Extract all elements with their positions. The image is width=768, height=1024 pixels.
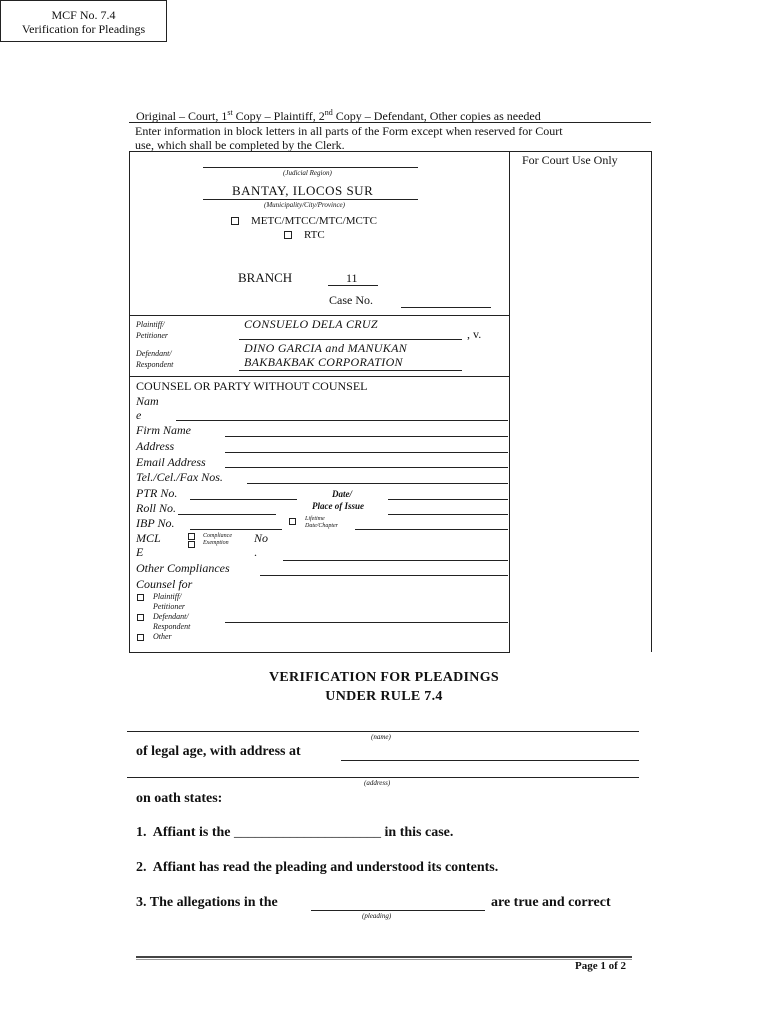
- address-label: Address: [136, 439, 175, 453]
- compliance-text: Compliance: [203, 533, 232, 539]
- cf-defendant-label-2: Respondent: [153, 622, 191, 631]
- frame-middle: [509, 151, 510, 652]
- email-field[interactable]: [225, 467, 508, 468]
- compliance-labels: [203, 533, 232, 547]
- firm-name-field[interactable]: [225, 436, 508, 437]
- roll-field[interactable]: [178, 514, 276, 515]
- counsel-header: COUNSEL OR PARTY WITHOUT COUNSEL: [136, 379, 368, 393]
- counsel-for-field[interactable]: [225, 622, 508, 623]
- roll-label: Roll No.: [136, 501, 177, 515]
- place-of-issue-label: Place of Issue: [312, 501, 364, 511]
- rtc-label: RTC: [304, 229, 325, 241]
- email-label: Email Address: [136, 455, 206, 469]
- lifetime-label: [305, 516, 338, 530]
- ibp-field[interactable]: [190, 529, 282, 530]
- frame-left: [129, 151, 130, 652]
- affiant-role-field[interactable]: _____________________: [234, 825, 382, 840]
- frame-bottom: [129, 652, 510, 653]
- item-1-text-a: Affiant is the: [152, 825, 231, 840]
- item-1-text-b: in this case.: [384, 825, 454, 840]
- item-3-text-a: The allegations in the: [149, 895, 278, 910]
- metc-label: METC/MTCC/MTC/MCTC: [251, 215, 377, 227]
- verification-title: VERIFICATION FOR PLEADINGS: [268, 670, 499, 685]
- place-field[interactable]: [388, 514, 508, 515]
- plaintiff-label-1: Plaintiff/: [136, 320, 165, 329]
- item-3: [136, 895, 278, 911]
- frame-right: [651, 151, 652, 652]
- case-no-label: Case No.: [329, 293, 373, 307]
- municipality-caption: (Municipality/City/Province): [264, 201, 345, 209]
- other-compliances-label: Other Compliances: [136, 561, 230, 575]
- branch-value: 11: [346, 271, 358, 285]
- item-1-number: 1.: [136, 825, 147, 840]
- cf-plaintiff-label-2: Petitioner: [153, 602, 185, 611]
- form-name: Verification for Pleadings: [21, 22, 146, 36]
- instructions-line-1: Enter information in block letters in all parts of the Form except when reserved for Court: [135, 124, 563, 138]
- name-field[interactable]: [176, 420, 508, 421]
- tel-field[interactable]: [247, 483, 508, 484]
- mcle-label-2: E: [136, 545, 144, 559]
- copies-note: Original – Court, 1st Copy – Plaintiff, 2nd Copy – Defendant, Other copies as needed: [136, 108, 541, 123]
- footer-rule-2: [136, 959, 632, 960]
- exemption-text: Exemption: [203, 540, 229, 546]
- plaintiff-label-2: Petitioner: [136, 331, 168, 340]
- defendant-line: [239, 370, 462, 371]
- address-caption: (address): [364, 779, 391, 787]
- plaintiff-line: [239, 339, 462, 340]
- section-divider: [129, 376, 510, 377]
- verification-subtitle: UNDER RULE 7.4: [325, 689, 443, 704]
- other-compliances-field[interactable]: [260, 575, 508, 576]
- address-field[interactable]: [225, 452, 508, 453]
- defendant-value-2: BAKBAKBAK CORPORATION: [244, 355, 403, 369]
- mcle-label-1: MCL: [136, 531, 161, 545]
- ptr-date-field[interactable]: [388, 499, 508, 500]
- cf-defendant-label-1: Defendant/: [153, 612, 189, 621]
- lifetime-checkbox[interactable]: [289, 518, 296, 525]
- ptr-field[interactable]: [190, 499, 297, 500]
- mcle-label: [136, 531, 161, 559]
- defendant-label-2: Respondent: [136, 360, 174, 369]
- item-3-number: 3.: [136, 895, 147, 910]
- branch-label: BRANCH: [238, 270, 293, 285]
- cf-other-label: Other: [153, 632, 172, 641]
- plaintiff-value: CONSUELO DELA CRUZ: [244, 317, 378, 331]
- municipality-line: [203, 199, 418, 200]
- plaintiff-label: [136, 319, 168, 341]
- form-number: MCF No. 7.4: [51, 8, 116, 22]
- branch-line: [328, 285, 378, 286]
- name-label: [136, 394, 159, 422]
- name-caption: (name): [371, 733, 391, 741]
- counsel-for-label: Counsel for: [136, 577, 193, 591]
- footer-rule: [136, 956, 632, 958]
- item-2-text: Affiant has read the pleading and understood its contents.: [152, 860, 499, 875]
- item-1: [136, 825, 453, 841]
- page-number: Page 1 of 2: [575, 960, 627, 972]
- item-2: [136, 860, 498, 876]
- court-use-label: For Court Use Only: [522, 153, 618, 167]
- defendant-label-1: Defendant/: [136, 349, 172, 358]
- tel-label: Tel./Cel./Fax Nos.: [136, 470, 223, 484]
- item-3-text-b: are true and correct: [491, 895, 611, 910]
- cf-defendant-checkbox[interactable]: [137, 614, 144, 621]
- exemption-checkbox[interactable]: [188, 541, 195, 548]
- versus-label: , v.: [467, 327, 482, 341]
- cf-plaintiff-label-1: Plaintiff/: [153, 592, 182, 601]
- municipality-value: BANTAY, ILOCOS SUR: [232, 183, 374, 198]
- form-id-box: [0, 0, 167, 42]
- item-2-number: 2.: [136, 860, 147, 875]
- oath-label: on oath states:: [136, 791, 223, 806]
- pleading-field[interactable]: [311, 910, 485, 911]
- cf-other-checkbox[interactable]: [137, 634, 144, 641]
- ptr-label: PTR No.: [136, 486, 178, 500]
- cf-defendant-label: [153, 612, 190, 632]
- defendant-value-1: DINO GARCIA and MANUKAN: [244, 341, 408, 355]
- metc-checkbox[interactable]: [231, 217, 239, 225]
- legal-age-text: of legal age, with address at: [136, 744, 301, 759]
- pleading-caption: (pleading): [362, 912, 392, 920]
- mcle-no-label: No: [254, 531, 269, 545]
- section-divider: [129, 315, 510, 316]
- oath-text: [136, 791, 222, 807]
- ibp-label: IBP No.: [136, 516, 175, 530]
- rtc-checkbox[interactable]: [284, 231, 292, 239]
- cf-plaintiff-checkbox[interactable]: [137, 594, 144, 601]
- instructions-line-2: use, which shall be completed by the Clerk.: [135, 138, 345, 152]
- judicial-region-line[interactable]: [203, 167, 418, 168]
- name-label-2: e: [136, 408, 142, 422]
- frame-top: [129, 151, 651, 152]
- date-chapter-text: Date/Chapter: [305, 523, 338, 529]
- address-line-2[interactable]: [127, 777, 639, 778]
- firm-name-label: Firm Name: [136, 423, 191, 437]
- compliance-checkbox[interactable]: [188, 533, 195, 540]
- name-label-1: Nam: [136, 394, 159, 408]
- date-label: Date/: [332, 489, 352, 499]
- defendant-label: [136, 348, 173, 370]
- address-line-1[interactable]: [341, 760, 639, 761]
- case-no-field[interactable]: [401, 307, 491, 308]
- judicial-region-caption: (Judicial Region): [283, 169, 332, 177]
- lifetime-text: Lifetime: [305, 516, 325, 522]
- affiant-name-field[interactable]: [127, 731, 639, 732]
- divider: [129, 122, 651, 123]
- mcle-field[interactable]: [283, 560, 508, 561]
- mcle-dot: .: [254, 545, 257, 559]
- ibp-date-field[interactable]: [355, 529, 508, 530]
- cf-plaintiff-label: [153, 592, 185, 612]
